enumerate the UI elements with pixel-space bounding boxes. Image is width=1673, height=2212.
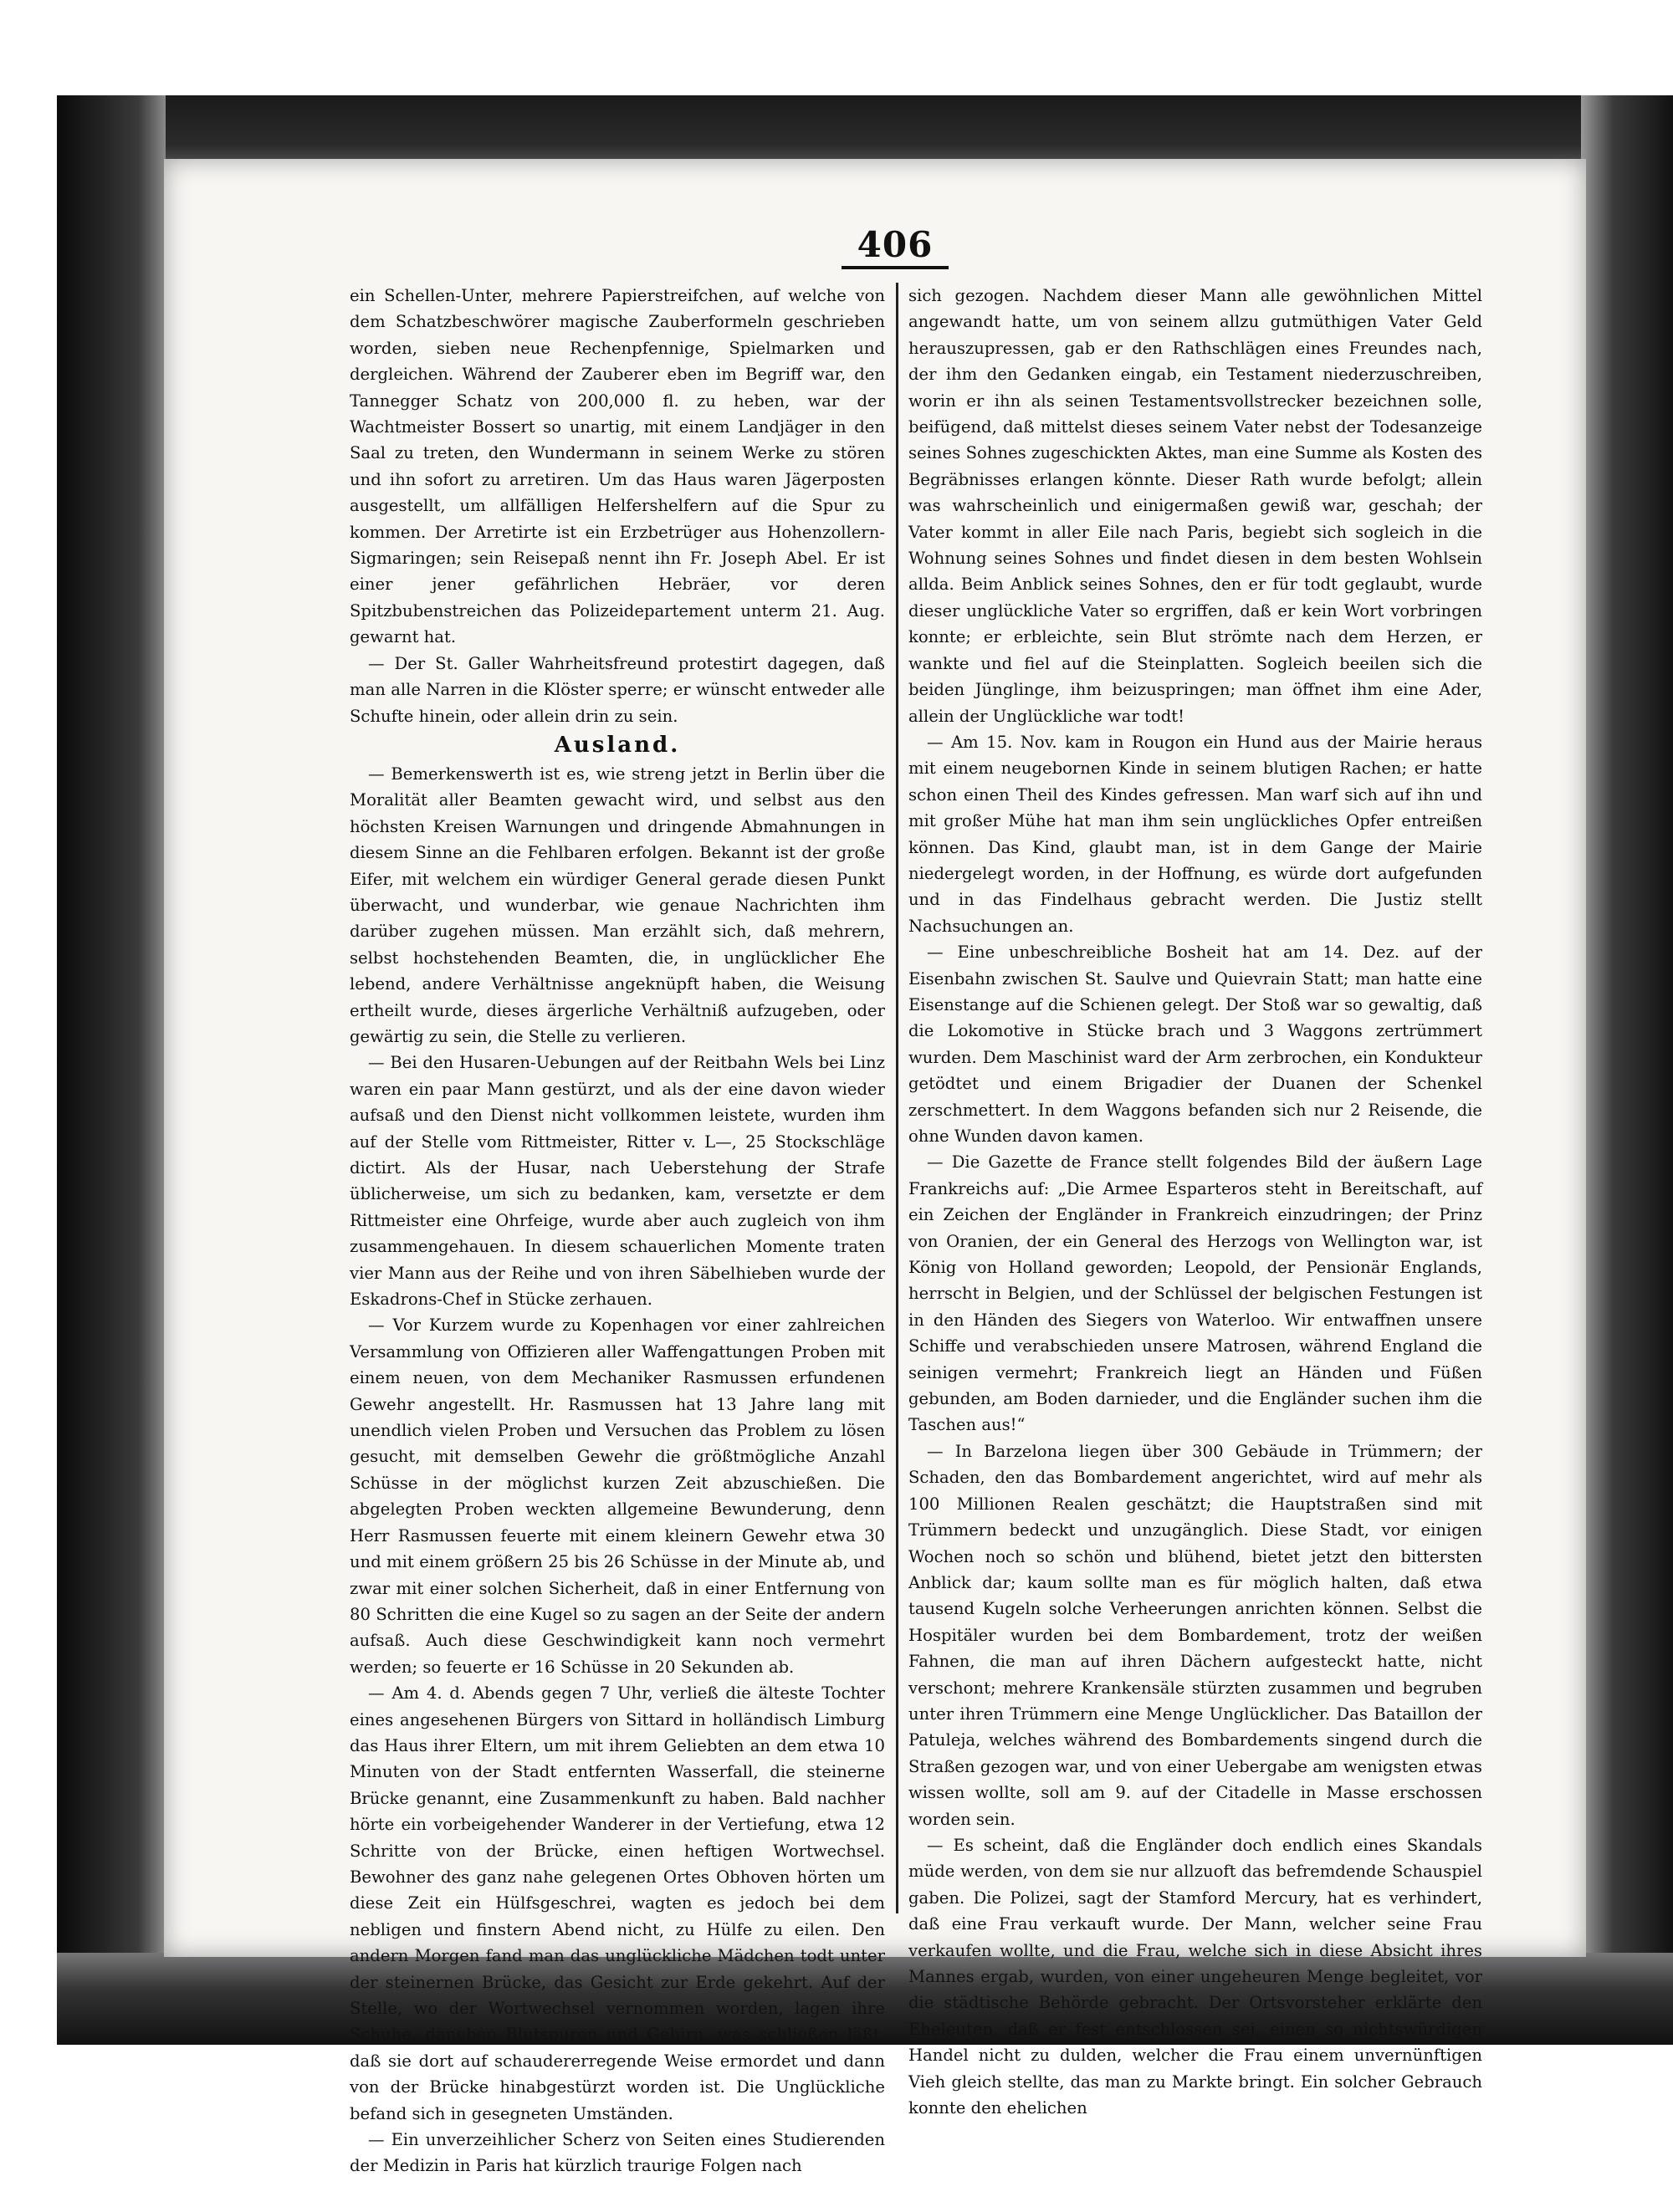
scan-shadow-right [1581,95,1673,2044]
scan-shadow-left [57,95,166,1985]
paragraph-sittard: — Am 4. d. Abends gegen 7 Uhr, verließ die älteste Tochter eines angesehenen Bürgers von Sittard in holländisch Limburg das Haus ihrer Eltern, um mit ihrem Geliebten an dem etwa 10 Minuten von der Stadt entfernten Wasserfall, die steinerne Brücke genannt, eine Zusammenkunft zu haben. Bald nachher hörte ein vorbeigehender Wanderer in der Vertiefung, etwa 12 Schritte von der Brücke, einen heftigen Wortwechsel. Bewohner des ganz nahe gelegenen Ortes Obhoven hörten um diese Zeit ein Hülfsgeschrei, wagten es jedoch bei dem nebligen und finstern Abend nicht, zu Hülfe zu eilen. Den andern Morgen fand man das unglückliche Mädchen todt unter der steinernen Brücke, das Gesicht zur Erde gekehrt. Auf der Stelle, wo der Wortwechsel vernommen worden, lagen ihre Schuhe, daneben Blutspuren und Gehirn, was schließen läßt, daß sie dort auf schaudererregende Weise ermordet und dann von der Brücke hinabgestürzt worden ist. Die Unglückliche befand sich in gesegneten Umständen. [350,1683,885,2123]
paragraph-husaren: — Bei den Husaren-Uebungen auf der Reitbahn Wels bei Linz waren ein paar Mann gestürzt, und als der eine davon wieder aufsaß und den Dienst nicht vollkommen leistete, wurden ihm auf der Stelle vom Rittmeister, Ritter v. L—, 25 Stockschläge dictirt. Als der Husar, nach Ueberstehung der Strafe üblicherweise, um sich zu bedanken, kam, versetzte er dem Rittmeister eine Ohrfeige, wurde aber auch zugleich von ihm zusammengehauen. In diesem schauerlichen Momente traten vier Mann aus der Reihe und von ihren Säbelhieben wurde der Eskadrons-Chef in Stücke zerhauen. [350,1053,885,1310]
column-divider [896,283,898,1913]
paragraph-rougon: — Am 15. Nov. kam in Rougon ein Hund aus der Mairie heraus mit einem neugebornen Kinde in seinem blutigen Rachen; er hatte schon einen Theil des Kindes gefressen. Man warf sich auf ihn und mit großer Mühe hat man ihm sein unglückliches Opfer entreißen können. Das Kind, glaubt man, ist in dem Gange der Mairie niedergelegt worden, in der Hoffnung, es würde dort aufgefunden und in das Findelhaus gebracht werden. Die Justiz stellt Nachsuchungen an. [908,732,1482,936]
page-number: 406 [857,224,934,265]
paragraph-stamford: — Es scheint, daß die Engländer doch endlich eines Skandals müde werden, von dem sie nur allzuoft das befremdende Schauspiel gaben. Die Polizei, sagt der Stamford Mercury, hat es verhindert, daß eine Frau verkauft wurde. Der Mann, welcher seine Frau verkaufen wollte, und die Frau, welche sich in diese Absicht ihres Mannes ergab, wurden, von einer ungeheuren Menge begleitet, vor die städtische Behörde gebracht. Der Ortsvorsteher erklärte den Eheleuten, daß er fest entschlossen sei, einen so nichtswürdigen Handel nicht zu dulden, welcher die Frau einem unvernünftigen Vieh gleich stellte, das man zu Markte bringt. Ein solcher Gebrauch konnte den ehelichen [908,1835,1482,2118]
scan-shadow-top [57,95,1673,167]
paragraph-paris-end: sich gezogen. Nachdem dieser Mann alle gewöhnlichen Mittel angewandt hatte, um von seinem allzu gutmüthigen Vater Geld herauszupressen, gab er den Rathschlägen eines Freundes nach, der ihm den Gedanken eingab, ein Testament niederzuschreiben, worin er ihn als seinen Testamentsvollstrecker bezeichnen solle, beifügend, daß mittelst dieses seinem Vater nebst der Todesanzeige seines Sohnes zugeschickten Aktes, man eine Summe als Kosten des Begräbnisses erlangen könnte. Dieser Rath wurde befolgt; allein was wahrscheinlich und einigermaßen gewiß war, geschah; der Vater kommt in aller Eile nach Paris, begiebt sich sogleich in die Wohnung seines Sohnes und findet diesen in dem besten Wohlsein allda. Beim Anblick seines Sohnes, den er für todt geglaubt, wurde dieser unglückliche Vater so ergriffen, daß er kein Wort vorbringen konnte; er erbleichte, sein Blut strömte nach dem Herzen, er wankte und fiel auf die Steinplatten. Sogleich beeilen sich die beiden Jünglinge, ihm beizuspringen; man öffnet ihm eine Ader, allein der Unglückliche war todt! [908,286,1482,726]
page-number-underline [842,266,949,269]
paragraph-st-gallen: — Der St. Galler Wahrheitsfreund protestirt dagegen, daß man alle Narren in die Klöster sperre; er wünscht entweder alle Schufte hinein, oder allein drin zu sein. [350,653,885,726]
paragraph-gazette: — Die Gazette de France stellt folgendes Bild der äußern Lage Frankreichs auf: „Die Armee Esparteros steht in Bereitschaft, auf ein Zeichen der Engländer in Frankreich einzudringen; der Prinz von Oranien, der ein General des Herzogs von Wellington war, ist König von Holland geworden; Leopold, der Pensionär Englands, herrscht in Belgien, und der Schlüssel der belgischen Festungen ist in den Händen des Siegers von Waterloo. Wir entwaffnen unsere Schiffe und verabschieden unsere Matrosen, während England die seinigen vermehrt; Frankreich liegt an Händen und Füßen gebunden, am Boden darnieder, und die Engländer suchen ihm die Taschen aus!“ [908,1152,1482,1435]
paragraph-berlin: — Bemerkenswerth ist es, wie streng jetzt in Berlin über die Moralität aller Beamten gewacht wird, und selbst aus den höchsten Kreisen Warnungen und dringende Abmahnungen in diesem Sinne an die Fehlbaren erfolgen. Bekannt ist der große Eifer, mit welchem ein würdiger General gerade diesen Punkt überwacht, und wunderbar, wie genaue Nachrichten ihm darüber zugehen müssen. Man erzählt sich, daß mehrern, selbst hochstehenden Beamten, die, in unglücklicher Ehe lebend, andere Verhältnisse angeknüpft haben, die Weisung ertheilt wurde, dieses ärgerliche Verhältniß aufzugeben, oder gewärtig zu sein, die Stelle zu verlieren. [350,764,885,1046]
paragraph-intro: ein Schellen-Unter, mehrere Papierstreifchen, auf welche von dem Schatzbeschwörer magische Zauberformeln geschrieben worden, sieben neue Rechenpfennige, Spielmarken und dergleichen. Während der Zauberer eben im Begriff war, den Tannegger Schatz von 200,000 fl. zu heben, war der Wachtmeister Bossert so unartig, mit einem Landjäger in den Saal zu treten, den Wundermann in seinem Werke zu stören und ihn sofort zu arretiren. Um das Haus waren Jägerposten ausgestellt, um allfälligen Helfershelfern auf die Spur zu kommen. Der Arretirte ist ein Erzbetrüger aus Hohenzollern-Sigmaringen; sein Reisepaß nennt ihn Fr. Joseph Abel. Er ist einer jener gefährlichen Hebräer, vor deren Spitzbubenstreichen das Polizeidepartement unterm 21. Aug. gewarnt hat. [350,286,885,647]
section-heading-ausland: Ausland. [554,732,681,758]
right-column [908,283,1482,2121]
paragraph-barcelona: — In Barzelona liegen über 300 Gebäude in Trümmern; der Schaden, den das Bombardement angerichtet, wird auf mehr als 100 Millionen Realen geschätzt; die Hauptstraßen sind mit Trümmern bedeckt und unzugänglich. Diese Stadt, vor einigen Wochen noch so schön und blühend, bietet jetzt den bittersten Anblick dar; kaum sollte man es für möglich halten, daß etwa tausend Kugeln solche Verheerungen anrichten können. Selbst die Hospitäler wurden bei dem Bombardement, trotz der weißen Fahnen, die man auf ihren Dächern aufgesteckt hatte, nicht verschont; mehrere Krankensäle stürzten zusammen und begruben unter ihren Trümmern eine Menge Unglücklicher. Das Bataillon der Patuleja, welches während des Bombardements singend durch die Straßen gezogen war, und von einer Uebergabe am wenigsten etwas wissen wollte, soll am 9. auf der Citadelle in Masse erschossen worden sein. [908,1441,1482,1829]
paragraph-paris-start: — Ein unverzeihlicher Scherz von Seiten eines Studierenden der Medizin in Paris hat kürzlich traurige Folgen nach [350,2130,885,2176]
paragraph-kopenhagen: — Vor Kurzem wurde zu Kopenhagen vor einer zahlreichen Versammlung von Offizieren aller Waffengattungen Proben mit einem neuen, von dem Mechaniker Rasmussen erfundenen Gewehr angestellt. Hr. Rasmussen hat 13 Jahre lang mit unendlich vielen Proben und Versuchen das Problem zu lösen gesucht, mit demselben Gewehr die größtmögliche Anzahl Schüsse in der möglichst kurzen Zeit abzuschießen. Die abgelegten Proben weckten allgemeine Bewunderung, denn Herr Rasmussen feuerte mit einem kleinern Gewehr etwa 30 und mit einem größern 25 bis 26 Schüsse in der Minute ab, und zwar mit einer solchen Sicherheit, daß in einer Entfernung von 80 Schritten die eine Kugel so zu sagen an der Seite der andern aufsaß. Auch diese Geschwindigkeit kann noch vermehrt werden; so feuerte er 16 Schüsse in 20 Sekunden ab. [350,1315,885,1677]
left-column [350,283,885,2179]
paragraph-eisenbahn: — Eine unbeschreibliche Bosheit hat am 14. Dez. auf der Eisenbahn zwischen St. Saulve und Quievrain Statt; man hatte eine Eisenstange auf die Schienen gelegt. Der Stoß war so gewaltig, daß die Lokomotive in Stücke brach und 3 Waggons zertrümmert wurden. Dem Maschinist ward der Arm zerbrochen, ein Kondukteur getödtet und einem Brigadier der Duanen der Schenkel zerschmettert. In dem Waggons befanden sich nur 2 Reisende, die ohne Wunden davon kamen. [908,943,1482,1146]
